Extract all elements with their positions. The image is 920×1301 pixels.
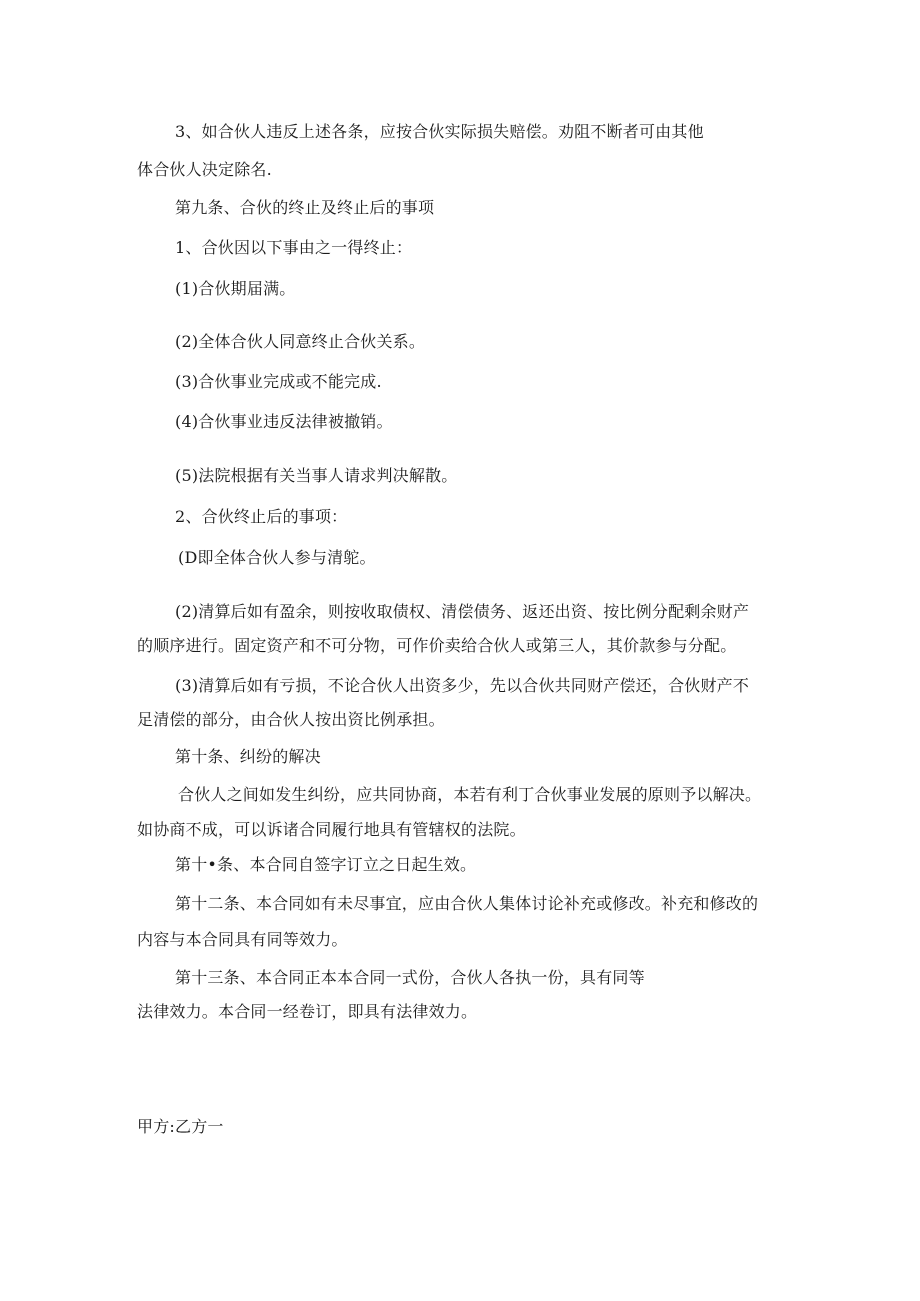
list-item: (5)法院根据有关当事人请求判决解散。 <box>175 466 458 485</box>
list-item: (D即全体合伙人参与清鸵。 <box>178 548 376 567</box>
paragraph-line: (3)清算后如有亏损，不论合伙人出资多少，先以合伙共同财产偿还，合伙财产不 <box>175 676 750 695</box>
paragraph-line: 内容与本合同具有同等效力。 <box>137 930 348 949</box>
paragraph-line: 3、如合伙人违反上述各条，应按合伙实际损失赔偿。劝阻不断者可由其他 <box>175 122 704 141</box>
list-item: (4)合伙事业违反法律被撤销。 <box>175 412 393 431</box>
paragraph-line: 1、合伙因以下事由之一得终止： <box>175 238 413 257</box>
list-item: (2)全体合伙人同意终止合伙关系。 <box>175 332 426 351</box>
signature-line: 甲方:乙方一 <box>137 1117 224 1136</box>
paragraph-line: 足清偿的部分，由合伙人按出资比例承担。 <box>137 710 445 729</box>
paragraph-line: 法律效力。本合同一经卷订，即具有法律效力。 <box>137 1002 478 1021</box>
section-heading: 第九条、合伙的终止及终止后的事项 <box>175 198 435 217</box>
paragraph-line: 第十•条、本合同自签字订立之日起生效。 <box>175 855 477 874</box>
list-item: (1)合伙期届满。 <box>175 279 296 298</box>
paragraph-line: 如协商不成，可以诉诸合同履行地具有管辖权的法院。 <box>137 820 526 839</box>
paragraph-line: 合伙人之间如发生纠纷，应共同协商，本若有利丁合伙事业发展的原则予以解决。 <box>178 785 762 804</box>
paragraph-line: (2)清算后如有盈余，则按收取债权、清偿债务、返还出资、按比例分配剩余财产 <box>175 602 750 621</box>
paragraph-line: 2、合伙终止后的事项： <box>175 507 348 526</box>
paragraph-line: 体合伙人决定除名. <box>137 160 272 179</box>
paragraph-line: 的顺序进行。固定资产和不可分物，可作价卖给合伙人或第三人，其价款参与分配。 <box>137 636 737 655</box>
list-item: (3)合伙事业完成或不能完成. <box>175 372 382 391</box>
paragraph-line: 第十二条、本合同如有未尽事宜，应由合伙人集体讨论补充或修改。补充和修改的 <box>175 894 759 913</box>
section-heading: 第十条、纠纷的解决 <box>175 747 321 766</box>
paragraph-line: 第十三条、本合同正本本合同一式份，合伙人各执一份，具有同等 <box>175 968 645 987</box>
